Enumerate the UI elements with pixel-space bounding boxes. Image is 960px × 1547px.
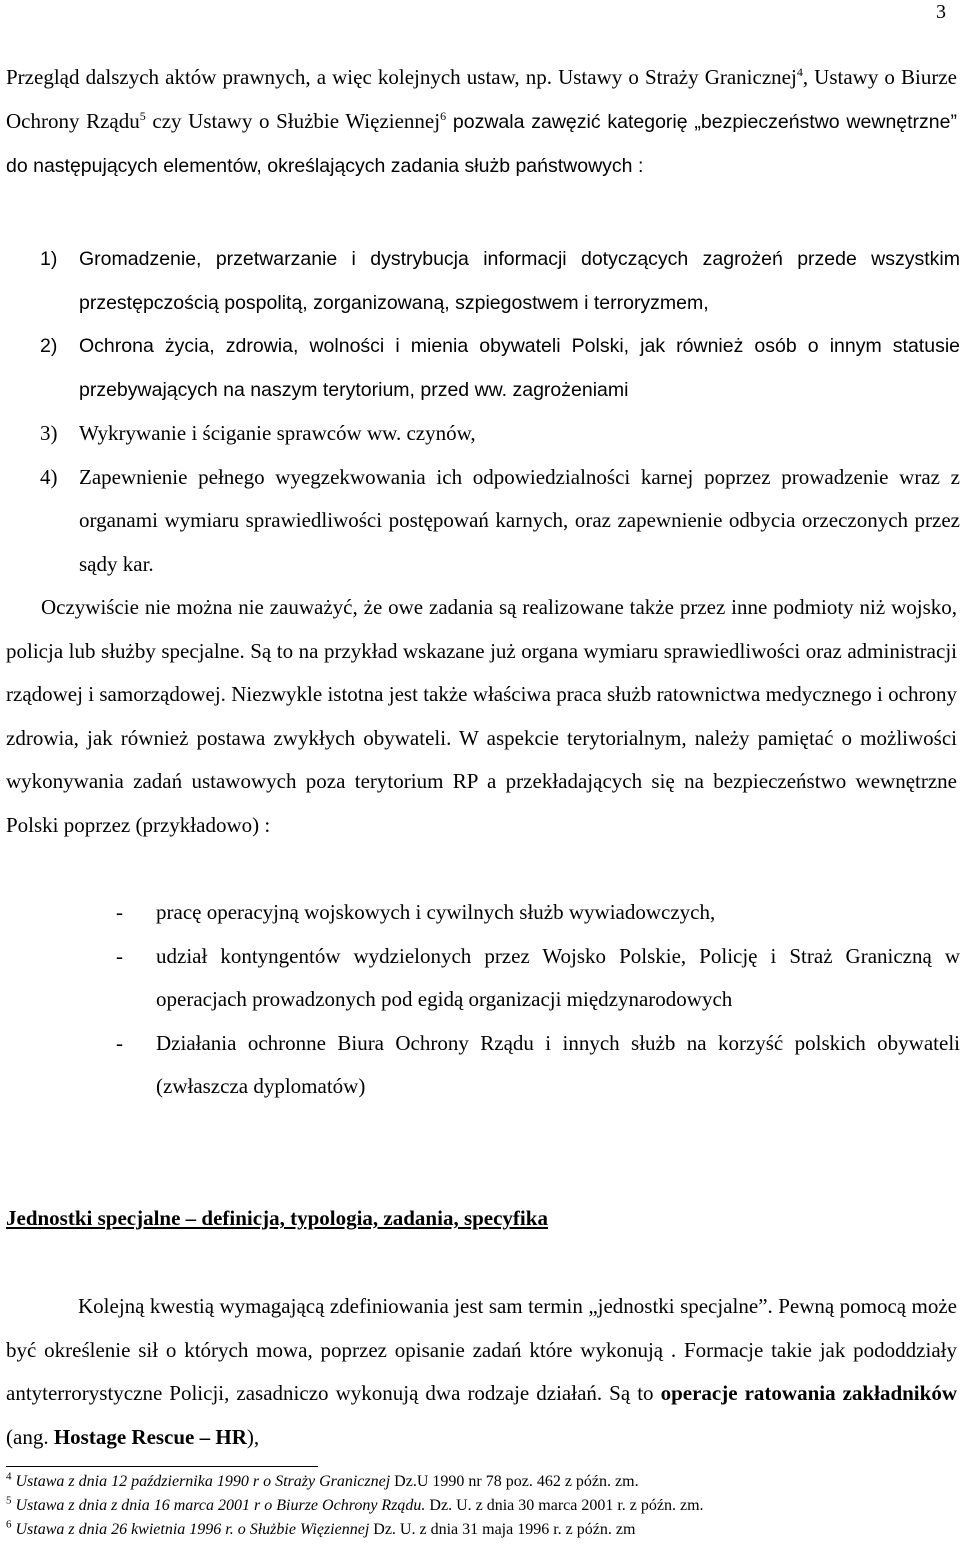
section-heading: Jednostki specjalne – definicja, typologia, zadania, specyfika — [6, 1206, 548, 1230]
intro-text-2: , Ustawy o Biurze Ochrony Rządu — [6, 65, 957, 133]
footnote-rest: Dz. U. z dnia 31 maja 1996 r. z późn. zm — [369, 1521, 636, 1538]
footnote-item — [6, 1518, 956, 1542]
intro-text-1: Przegląd dalszych aktów prawnych, a więc kolejnych ustaw, np. Ustawy o Straży Granicznej — [6, 65, 797, 89]
dash-marker: - — [116, 1030, 123, 1055]
paragraph3-bold-1: operacje ratowania zakładników — [660, 1381, 957, 1406]
list-item-text: udział kontyngentów wydzielonych przez Wojsko Polskie, Policję i Straż Graniczną w operacjach prowadzonych pod egidą organizacji międzynarodowych — [156, 943, 960, 1012]
list-item-text: Ochrona życia, zdrowia, wolności i mienia obywateli Polski, jak również osób o innym statusie przebywających na naszym terytorium, przed ww. zagrożeniami — [79, 335, 960, 401]
list-item-text: Wykrywanie i ściganie sprawców ww. czynów, — [79, 421, 476, 445]
footnote-rest: Dz.U 1990 nr 78 poz. 462 z późn. zm. — [390, 1473, 639, 1490]
page-number: 3 — [936, 1, 946, 23]
footnote-item — [6, 1470, 956, 1494]
body-paragraph-3 — [6, 1285, 957, 1459]
footnotes — [6, 1470, 956, 1542]
list-item-text: Działania ochronne Biura Ochrony Rządu i innych służb na korzyść polskich obywateli (zwłaszcza dyplomatów) — [156, 1030, 960, 1099]
dash-marker: - — [116, 900, 123, 924]
dash-marker: - — [116, 943, 123, 968]
list-item — [40, 238, 960, 325]
footnote-title: Ustawa z dnia 12 października 1990 r o Straży Granicznej — [15, 1473, 391, 1490]
footnote-number: 4 — [6, 1470, 12, 1483]
paragraph3-text-2: (ang. — [6, 1424, 54, 1449]
intro-text-4: pozwala zawęzić kategorię „bezpieczeństwo wewnętrzne” do następujących elementów, określających zadania służb państwowych : — [6, 110, 957, 178]
list-item-text: pracę operacyjną wojskowych i cywilnych służb wywiadowczych, — [156, 900, 716, 924]
paragraph3-text-1: Kolejną kwestią wymagającą zdefiniowania jest sam termin „jednostki specjalne”. Pewną pomocą może być określenie sił o których mowa, poprzez opisanie zadań które wykonują . Formacje takie jak pododdziały antyterrorystyczne Policji, zasadniczo wykonują dwa rodzaje działań. Są to — [6, 1294, 957, 1406]
list-marker: 3) — [40, 421, 58, 445]
intro-paragraph — [6, 56, 957, 189]
footnote-title: Ustawa z dnia z dnia 16 marca 2001 r o Biurze Ochrony Rządu. — [15, 1497, 426, 1514]
dash-list — [116, 891, 960, 1109]
intro-text-3: czy Ustawy o Służbie Więziennej — [145, 108, 441, 133]
list-item — [116, 1022, 960, 1109]
footnote-item — [6, 1494, 956, 1518]
paragraph3-text-3: ), — [246, 1424, 260, 1449]
list-item — [40, 456, 960, 587]
footnote-number: 6 — [6, 1518, 12, 1531]
list-item — [116, 935, 960, 1022]
footnote-title: Ustawa z dnia 26 kwietnia 1996 r. o Służbie Więziennej — [15, 1521, 370, 1538]
paragraph3-bold-2: Hostage Rescue – HR — [53, 1424, 247, 1449]
numbered-list-continued — [40, 412, 960, 586]
numbered-list — [40, 238, 960, 412]
footnote-ref-6[interactable]: 6 — [440, 108, 447, 123]
footnote-rest: Dz. U. z dnia 30 marca 2001 r. z późn. zm. — [425, 1497, 704, 1514]
list-marker: 1) — [40, 248, 58, 270]
list-marker: 4) — [40, 464, 58, 489]
list-item-text: Gromadzenie, przetwarzanie i dystrybucja informacji dotyczących zagrożeń przede wszystkim przestępczością pospolitą, zorganizowaną, szpiegostwem i terroryzmem, — [79, 248, 960, 314]
list-marker: 2) — [40, 335, 58, 358]
list-item — [40, 412, 960, 456]
footnote-ref-5[interactable]: 5 — [139, 108, 146, 123]
body-paragraph-2: Oczywiście nie można nie zauważyć, że owe zadania są realizowane także przez inne podmioty niż wojsko, policja lub służby specjalne. Są to na przykład wskazane już organa wymiaru sprawiedliwości oraz administracji rządowej i samorządowej. Niezwykle istotna jest także właściwa praca służb ratownictwa medycznego i ochrony zdrowia, jak również postawa zwykłych obywateli. W aspekcie terytorialnym, należy pamiętać o możliwości wykonywania zadań ustawowych poza terytorium RP a przekładających się na bezpieczeństwo wewnętrzne Polski poprzez (przykładowo) : — [6, 595, 957, 837]
footnote-number: 5 — [6, 1494, 12, 1507]
list-item — [40, 325, 960, 412]
list-item-text: Zapewnienie pełnego wyegzekwowania ich odpowiedzialności karnej poprzez prowadzenie wraz z organami wymiaru sprawiedliwości postępowań karnych, oraz zapewnienie odbycia orzeczonych przez sądy kar. — [79, 464, 960, 576]
footnote-ref-4[interactable]: 4 — [796, 65, 803, 79]
list-item — [116, 891, 960, 935]
footnote-separator — [6, 1466, 318, 1467]
